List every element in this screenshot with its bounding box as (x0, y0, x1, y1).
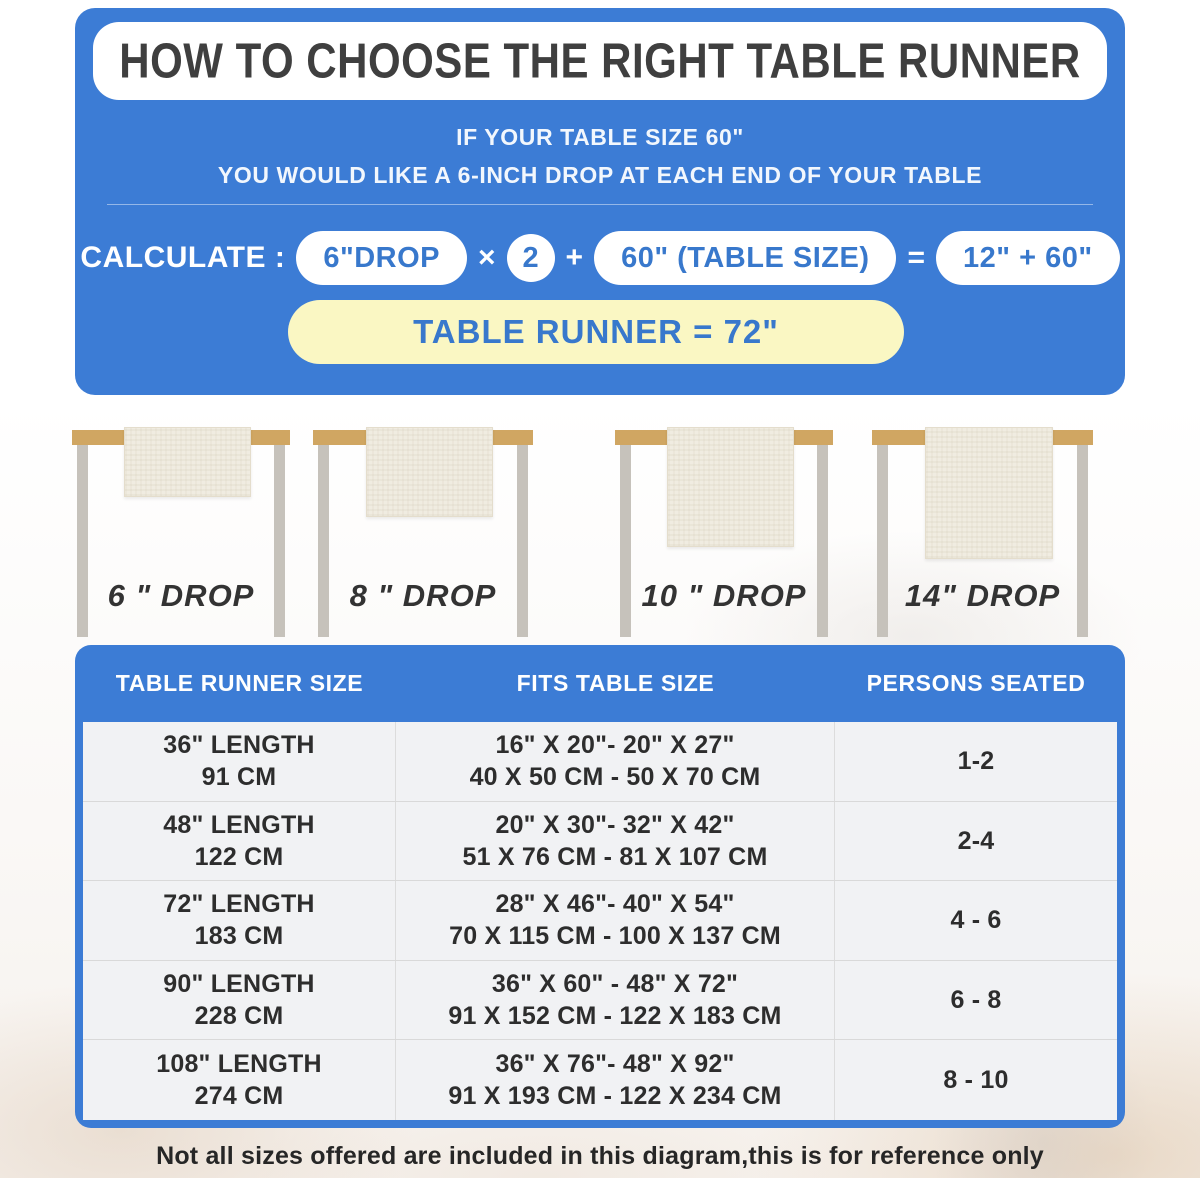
fits-size-cm: 51 X 76 CM - 81 X 107 CM (462, 842, 768, 871)
result-pill: TABLE RUNNER = 72" (288, 300, 904, 364)
intro-line-2: YOU WOULD LIKE A 6-INCH DROP AT EACH END OF YOUR TABLE (217, 162, 983, 188)
runner-illustration (366, 427, 493, 517)
persons-seated-cell: 8 - 10 (943, 1066, 1009, 1095)
persons-seated-cell: 2-4 (957, 826, 995, 855)
runner-size-cm: 122 CM (194, 842, 284, 871)
table-row (83, 722, 1117, 802)
table-figure-10in-drop (615, 430, 833, 638)
drop-label: 8 " DROP (349, 578, 497, 613)
plus-operator: + (565, 241, 584, 274)
sum-pill: 12" + 60" (936, 231, 1120, 285)
runner-size-inches: 36" LENGTH (163, 731, 315, 760)
drop-label: 6 " DROP (107, 578, 255, 613)
column-header-persons-seated: PERSONS SEATED (866, 670, 1086, 696)
divider-line (107, 204, 1093, 205)
runner-illustration (667, 427, 793, 547)
runner-size-cell (83, 722, 396, 801)
table-size-pill: 60" (TABLE SIZE) (594, 231, 896, 285)
runner-illustration (124, 427, 250, 497)
fits-table-size-cell (396, 961, 835, 1040)
table-row (83, 961, 1117, 1041)
fits-size-inches: 28" X 46"- 40" X 54" (495, 890, 735, 919)
fits-table-size-cell (396, 881, 835, 960)
equals-operator: = (907, 241, 926, 274)
multiplier-pill: 2 (507, 234, 555, 282)
page-title: HOW TO CHOOSE THE RIGHT TABLE RUNNER (119, 32, 1081, 89)
fits-table-size-cell (396, 802, 835, 881)
instruction-panel (75, 8, 1125, 395)
persons-seated-cell: 6 - 8 (950, 986, 1002, 1015)
size-table-header (83, 645, 1117, 722)
table-row (83, 802, 1117, 882)
runner-size-cell (83, 802, 396, 881)
runner-size-cell (83, 881, 396, 960)
title-banner (93, 22, 1107, 100)
table-figure-14in-drop (872, 430, 1093, 638)
drop-label: 14" DROP (904, 578, 1061, 613)
table-row (83, 881, 1117, 961)
runner-size-inches: 72" LENGTH (163, 890, 315, 919)
fits-size-cm: 40 X 50 CM - 50 X 70 CM (469, 763, 761, 792)
runner-size-cm: 274 CM (194, 1082, 284, 1111)
size-table-panel (75, 645, 1125, 1128)
runner-size-cm: 228 CM (194, 1002, 284, 1031)
drop-label: 10 " DROP (641, 578, 807, 613)
table-figure-8in-drop (313, 430, 533, 638)
times-operator: × (478, 241, 496, 274)
runner-size-inches: 108" LENGTH (156, 1050, 322, 1079)
fits-table-size-cell (396, 722, 835, 801)
fits-size-cm: 91 X 152 CM - 122 X 183 CM (448, 1002, 782, 1031)
runner-size-cm: 183 CM (194, 922, 284, 951)
fits-size-inches: 20" X 30"- 32" X 42" (495, 810, 735, 839)
disclaimer-note: Not all sizes offered are included in this diagram,this is for reference only (156, 1142, 1044, 1170)
persons-seated-cell: 4 - 6 (950, 906, 1002, 935)
calculate-label: CALCULATE : (80, 241, 286, 274)
column-header-fits-table-size: FITS TABLE SIZE (516, 670, 715, 696)
size-table-body (83, 722, 1117, 1120)
runner-size-cm: 91 CM (201, 763, 277, 792)
runner-size-cell (83, 1040, 396, 1120)
runner-size-cell (83, 961, 396, 1040)
calculation-formula (75, 231, 1125, 285)
table-figure-6in-drop (72, 430, 290, 638)
drop-value-pill: 6"DROP (296, 231, 467, 285)
fits-size-inches: 36" X 76"- 48" X 92" (495, 1050, 735, 1079)
runner-size-inches: 48" LENGTH (163, 810, 315, 839)
fits-size-inches: 36" X 60" - 48" X 72" (491, 970, 739, 999)
table-row (83, 1040, 1117, 1120)
fits-size-cm: 70 X 115 CM - 100 X 137 CM (449, 922, 781, 951)
fits-size-cm: 91 X 193 CM - 122 X 234 CM (448, 1082, 782, 1111)
persons-seated-cell: 1-2 (957, 747, 995, 776)
runner-size-inches: 90" LENGTH (163, 970, 315, 999)
column-header-runner-size: TABLE RUNNER SIZE (115, 670, 364, 696)
intro-line-1: IF YOUR TABLE SIZE 60" (456, 124, 744, 150)
fits-table-size-cell (396, 1040, 835, 1120)
fits-size-inches: 16" X 20"- 20" X 27" (495, 731, 735, 760)
runner-illustration (925, 427, 1053, 559)
